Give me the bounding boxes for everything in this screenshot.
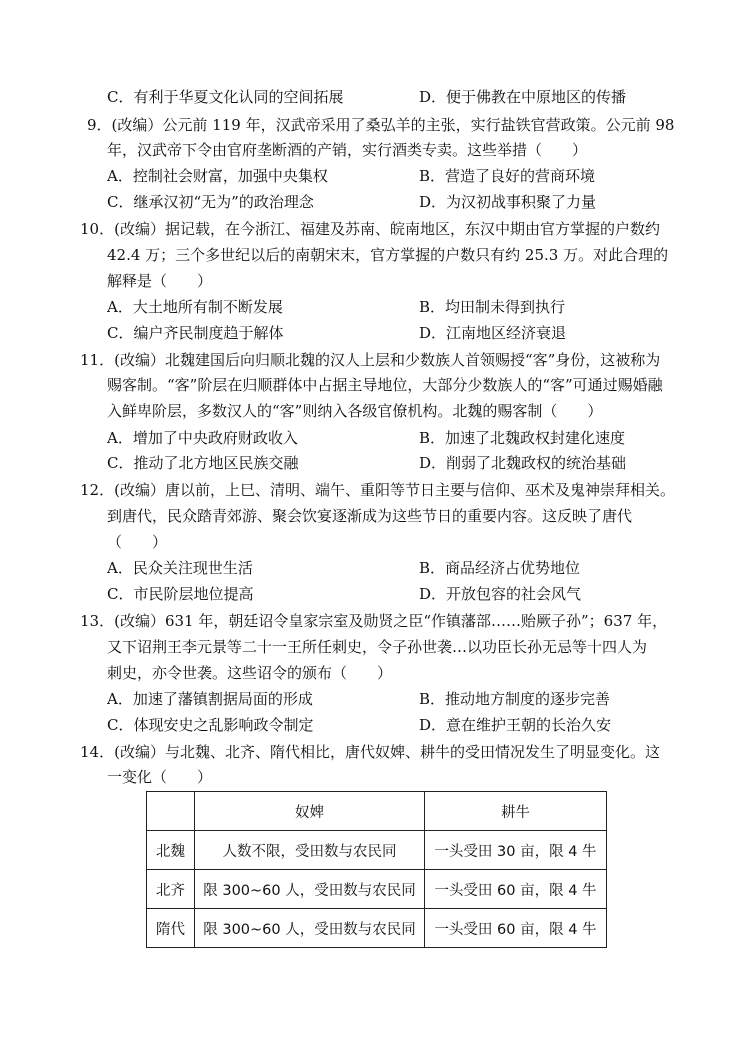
question-13-line-2: 又下诏荆王李元景等二十一王所任刺史，令子孙世袭…以功臣长孙无忌等十四人为	[107, 638, 648, 656]
question-12-line-1: 12．(改编）唐以前，上巳、清明、端午、重阳等节日主要与信仰、巫术及鬼神崇拜相关。	[80, 481, 675, 499]
q13-option-c: C．体现安史之乱影响政令制定	[107, 716, 314, 734]
table-row	[147, 831, 607, 870]
q9-option-d: D．为汉初战事积聚了力量	[419, 193, 597, 211]
q13-option-d: D．意在维护王朝的长治久安	[419, 716, 612, 734]
question-14-line-2: 一变化（ ）	[107, 768, 213, 786]
q9-option-a: A．控制社会财富，加强中央集权	[107, 167, 328, 185]
table-header-row	[147, 792, 607, 831]
question-11-line-2: 赐客制。“客”阶层在归顺群体中占据主导地位，大部分少数族人的“客”可通过赐婚融	[107, 376, 663, 394]
q9-option-b: B．营造了良好的营商环境	[419, 167, 596, 185]
comparison-table	[146, 791, 607, 948]
question-14-line-1: 14．(改编）与北魏、北齐、隋代相比，唐代奴婢、耕牛的受田情况发生了明显变化。这	[80, 743, 660, 761]
table-cell: 隋代	[147, 909, 195, 948]
q10-option-a: A．大土地所有制不断发展	[107, 298, 283, 316]
question-10-line-3: 解释是（ ）	[107, 272, 213, 290]
q9-option-c: C．继承汉初“无为”的政治理念	[107, 193, 314, 211]
table-row	[147, 909, 607, 948]
table-cell: 一头受田 60 亩，限 4 牛	[425, 870, 607, 909]
q10-option-d: D．江南地区经济衰退	[419, 324, 567, 342]
table-cell: 一头受田 60 亩，限 4 牛	[425, 909, 607, 948]
table-cell: 一头受田 30 亩，限 4 牛	[425, 831, 607, 870]
table-header-cell	[147, 792, 195, 831]
q11-option-b: B．加速了北魏政权封建化速度	[419, 429, 626, 447]
q12-option-b: B．商品经济占优势地位	[419, 559, 581, 577]
option-c: C．有利于华夏文化认同的空间拓展	[107, 88, 344, 106]
q11-option-c: C．推动了北方地区民族交融	[107, 454, 299, 472]
question-10-line-2: 42.4 万；三个多世纪以后的南朝宋末，官方掌握的户数只有约 25.3 万。对此合理的	[107, 246, 669, 264]
q10-option-b: B．均田制未得到执行	[419, 298, 566, 316]
q12-option-d: D．开放包容的社会风气	[419, 585, 582, 603]
table-cell: 人数不限，受田数与农民同	[195, 831, 425, 870]
question-11-line-3: 入鲜卑阶层，多数汉人的“客”则纳入各级官僚机构。北魏的赐客制（ ）	[107, 402, 603, 420]
table-cell: 限 300~60 人，受田数与农民同	[195, 909, 425, 948]
q11-option-d: D．削弱了北魏政权的统治基础	[419, 454, 627, 472]
question-13-line-1: 13．(改编）631 年，朝廷诏令皇家宗室及勋贤之臣“作镇藩部……贻厥子孙”；637 年，	[80, 612, 668, 630]
q11-option-a: A．增加了中央政府财政收入	[107, 429, 298, 447]
q10-option-c: C．编户齐民制度趋于解体	[107, 324, 284, 342]
table-header-cell: 耕牛	[425, 792, 607, 831]
option-d: D．便于佛教在中原地区的传播	[419, 88, 627, 106]
q13-option-a: A．加速了藩镇割据局面的形成	[107, 690, 313, 708]
table-row	[147, 870, 607, 909]
q12-option-a: A．民众关注现世生活	[107, 559, 253, 577]
table-cell: 北齐	[147, 870, 195, 909]
question-9-line-1: 9．(改编）公元前 119 年，汉武帝采用了桑弘羊的主张，实行盐铁官营政策。公元前 98	[87, 116, 675, 134]
question-12-line-3: （ ）	[107, 533, 168, 551]
table-cell: 北魏	[147, 831, 195, 870]
q12-option-c: C．市民阶层地位提高	[107, 585, 254, 603]
question-9-line-2: 年，汉武帝下令由官府垄断酒的产销，实行酒类专卖。这些举措（ ）	[107, 141, 588, 159]
table-header-cell: 奴婢	[195, 792, 425, 831]
q13-option-b: B．推动地方制度的逐步完善	[419, 690, 611, 708]
question-12-line-2: 到唐代，民众踏青郊游、聚会饮宴逐渐成为这些节日的重要内容。这反映了唐代	[107, 507, 633, 525]
table-cell: 限 300~60 人，受田数与农民同	[195, 870, 425, 909]
question-13-line-3: 刺史，亦令世袭。这些诏令的颁布（ ）	[107, 664, 393, 682]
question-11-line-1: 11．(改编）北魏建国后向归顺北魏的汉人上层和少数族人首领赐授“客”身份，这被称为	[80, 351, 661, 369]
question-10-line-1: 10．(改编）据记载，在今浙江、福建及苏南、皖南地区，东汉中期由官方掌握的户数约	[80, 220, 660, 238]
